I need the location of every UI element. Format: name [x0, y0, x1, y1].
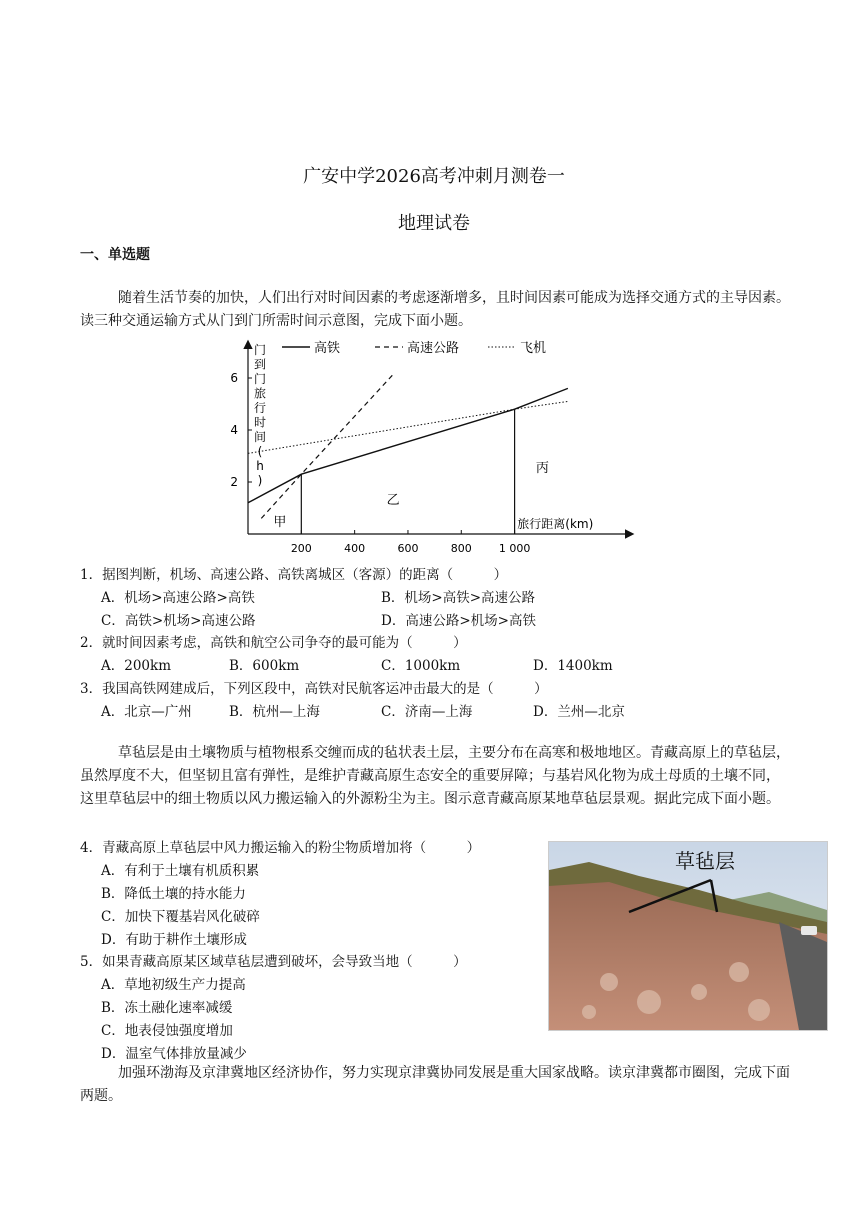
y-axis-label: 门到门旅行时间( h ) — [253, 343, 267, 488]
question-5: 5．如果青藏高原某区域草毡层遭到破坏，会导致当地（ ） — [80, 954, 467, 970]
series-line-1 — [261, 373, 394, 519]
region-label-bing: 丙 — [535, 461, 549, 476]
answer-option: D．温室气体排放量减少 — [101, 1046, 247, 1062]
answer-option: A．北京—广州 — [101, 704, 192, 720]
answer-option: B．冻土融化速率减缓 — [101, 1000, 233, 1016]
region-label-jia: 甲 — [273, 515, 287, 530]
page-title: 广安中学2026高考冲刺月测卷一 — [303, 166, 565, 187]
question-0: 1．据图判断，机场、高速公路、高铁离城区（客源）的距离（ ） — [80, 567, 508, 583]
answer-option: C．加快下覆基岩风化破碎 — [101, 909, 260, 925]
x-axis-label: 旅行距离(km) — [517, 517, 594, 531]
answer-option: A．机场>高速公路>高铁 — [101, 590, 255, 606]
x-tick-label: 600 — [397, 542, 419, 555]
x-tick-label: 400 — [344, 542, 366, 555]
answer-option: C．高铁>机场>高速公路 — [101, 613, 256, 629]
series-line-0 — [248, 388, 568, 502]
chart-legend — [282, 340, 546, 356]
answer-option: D．高速公路>机场>高铁 — [381, 613, 536, 629]
legend-label-2: 飞机 — [520, 341, 547, 356]
answer-option: C．济南—上海 — [381, 704, 473, 720]
answer-option: B．降低土壤的持水能力 — [101, 886, 246, 902]
section-heading: 一、单选题 — [80, 247, 150, 263]
answer-option: B．600km — [229, 658, 300, 674]
question-2: 3．我国高铁网建成后，下列区段中，高铁对民航客运冲击最大的是（ ） — [80, 681, 548, 697]
answer-option: D．兰州—北京 — [533, 704, 625, 720]
passage-3: 加强环渤海及京津冀地区经济协作，努力实现京津冀协同发展是重大国家战略。读京津冀都市圈图，完成下面两题。 — [80, 1065, 790, 1104]
legend-label-0: 高铁 — [314, 341, 341, 356]
answer-option: B．机场>高铁>高速公路 — [381, 590, 536, 606]
question-1: 2．就时间因素考虑，高铁和航空公司争夺的最可能为（ ） — [80, 635, 467, 651]
question-4: 4．青藏高原上草毡层中风力搬运输入的粉尘物质增加将（ ） — [80, 840, 481, 856]
answer-option: C．1000km — [381, 658, 461, 674]
answer-option: D．1400km — [533, 658, 613, 674]
y-tick-label: 2 — [230, 475, 238, 489]
answer-option: D．有助于耕作土壤形成 — [101, 932, 247, 948]
grass-felt-layer-photo — [548, 841, 828, 1031]
answer-option: C．地表侵蚀强度增加 — [101, 1023, 233, 1039]
region-label-yi: 乙 — [386, 493, 400, 508]
answer-option: B．杭州—上海 — [229, 704, 320, 720]
answer-option: A．草地初级生产力提高 — [101, 977, 246, 993]
passage-1: 随着生活节奏的加快，人们出行对时间因素的考虑逐渐增多，且时间因素可能成为选择交通方式的主导因素。读三种交通运输方式从门到门所需时间示意图，完成下面小题。 — [80, 290, 790, 329]
x-tick-label: 800 — [450, 542, 472, 555]
y-tick-label: 4 — [230, 423, 238, 437]
x-tick-label: 1 000 — [498, 542, 531, 555]
photo-label: 草毡层 — [675, 849, 735, 873]
x-tick-label: 200 — [290, 542, 312, 555]
travel-time-chart — [230, 336, 640, 560]
page-subtitle: 地理试卷 — [398, 213, 470, 234]
passage-2: 草毡层是由土壤物质与植物根系交缠而成的毡状表土层，主要分布在高寒和极地地区。青藏高原上的草毡层，虽然厚度不大，但坚韧且富有弹性，是维护青藏高原生态安全的重要屏障；与基岩风化物为成土母质的土壤不同，这里草毡层中的细土物质以风力搬运输入的外源粉尘为主。图示意青藏高原某地草毡层景观。据此完成下面小题。 — [80, 745, 790, 807]
answer-option: A．200km — [101, 658, 171, 674]
y-tick-label: 6 — [230, 371, 238, 385]
series-line-2 — [248, 401, 568, 453]
legend-label-1: 高速公路 — [407, 341, 460, 356]
answer-option: A．有利于土壤有机质积累 — [101, 863, 260, 879]
